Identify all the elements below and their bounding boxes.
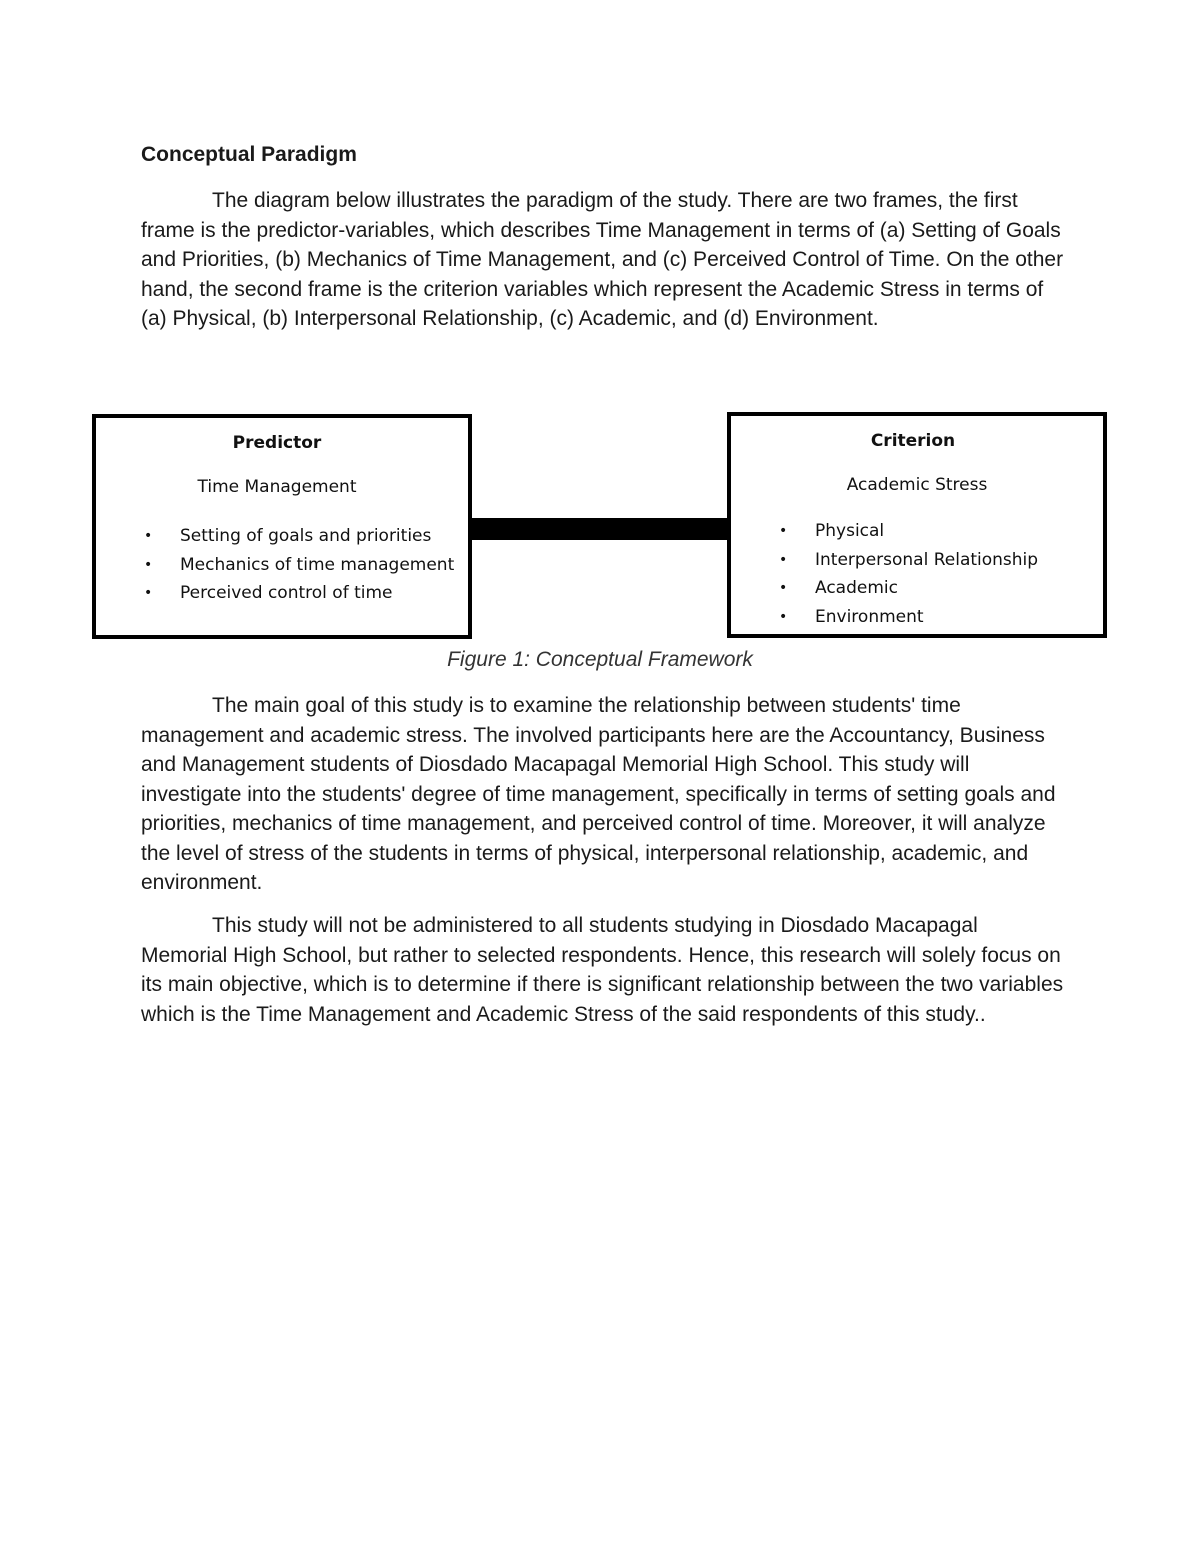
list-item: [144, 522, 464, 551]
bullet-icon: •: [144, 556, 153, 573]
list-item: [779, 574, 1099, 603]
criterion-title: Criterion: [870, 431, 956, 451]
bullet-icon: •: [144, 528, 153, 544]
criterion-item-physical: Physical: [815, 521, 885, 541]
predictor-title: Predictor: [232, 433, 322, 453]
list-item: [144, 551, 464, 580]
bullet-icon: •: [779, 608, 788, 625]
intro-paragraph: The diagram below illustrates the paradigm of the study. There are two frames, the first frame is the predictor-variables, which describes Time Management in terms of (a) Setting of Goals and Priorities, (b) Mechanics of Time Management, and (c) Perceived Control of Time. On the other hand, the second frame is the criterion variables which represent the Academic Stress in terms of (a) Physical, (b) Interpersonal Relationship, (c) Academic, and (d) Environment.: [141, 189, 1064, 330]
scope-paragraph: This study will not be administered to all students studying in Diosdado Macapagal Memorial High School, but rather to selected respondents. Hence, this research will solely focus on its main objective, which is to determine if there is significant relationship between the two variables which is the Time Management and Academic Stress of the said respondents of this study..: [141, 914, 1064, 1026]
list-item: [779, 546, 1099, 575]
bullet-icon: •: [144, 585, 153, 601]
criterion-item-academic: Academic: [815, 578, 898, 598]
criterion-item-interpersonal: Interpersonal Relationship: [815, 549, 1039, 570]
criterion-list: [779, 517, 1099, 631]
bullet-icon: •: [779, 580, 788, 596]
list-item: [779, 517, 1099, 546]
bullet-icon: •: [779, 523, 788, 539]
criterion-frame: [727, 412, 1107, 638]
list-item: [779, 603, 1099, 632]
section-heading: Conceptual Paradigm: [141, 143, 357, 166]
predictor-item-control: Perceived control of time: [180, 583, 393, 603]
goal-paragraph: The main goal of this study is to examine the relationship between students' time management and academic stress. The involved participants here are the Accountancy, Business and Management students of Diosdado Macapagal Memorial High School. This study will investigate into the students' degree of time management, specifically in terms of setting goals and priorities, mechanics of time management, and perceived control of time. Moreover, it will analyze the level of stress of the students in terms of physical, interpersonal relationship, academic, and environment.: [141, 694, 1056, 894]
figure-caption: Figure 1: Conceptual Framework: [447, 648, 753, 671]
predictor-list: [144, 522, 464, 608]
bullet-icon: •: [779, 551, 788, 568]
predictor-frame: [92, 414, 472, 639]
criterion-subtitle: Academic Stress: [846, 475, 988, 495]
list-item: [144, 579, 464, 608]
criterion-item-environment: Environment: [815, 606, 924, 627]
predictor-item-goals: Setting of goals and priorities: [180, 526, 432, 546]
predictor-subtitle: Time Management: [197, 477, 357, 497]
frame-connector: [470, 518, 729, 540]
predictor-item-mechanics: Mechanics of time management: [180, 554, 455, 575]
